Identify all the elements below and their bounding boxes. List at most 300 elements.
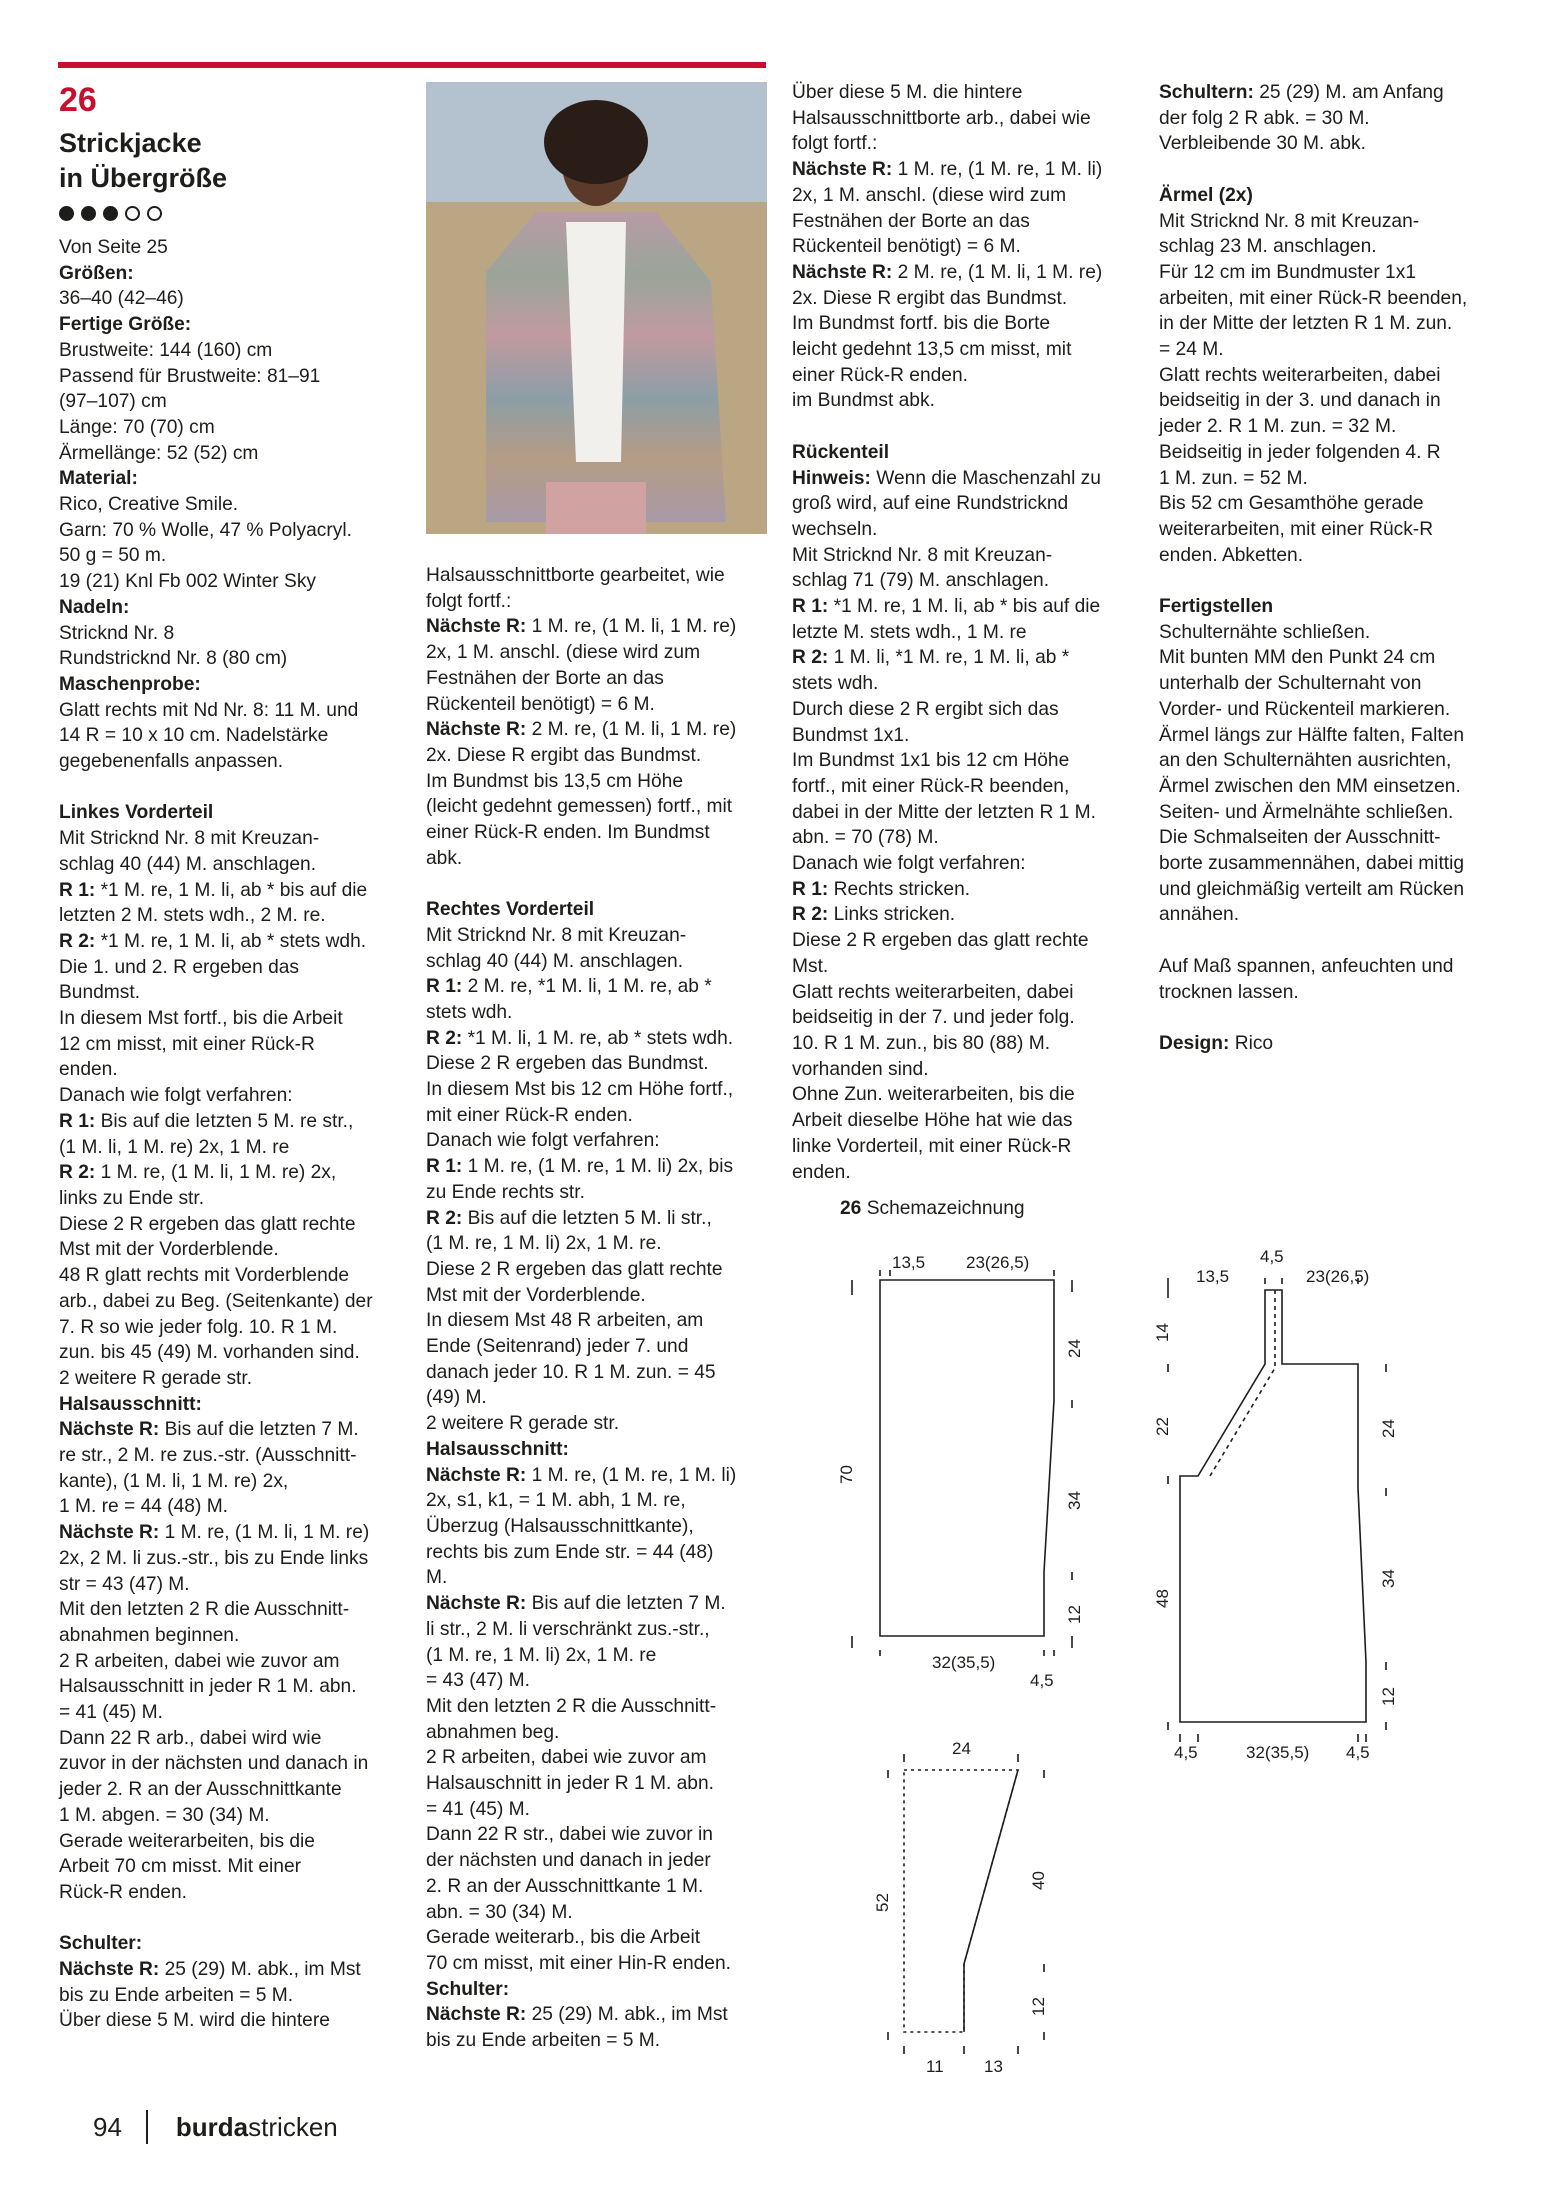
text-line-bold: Fertigstellen	[1159, 596, 1274, 618]
text-line: Ende (Seitenrand) jeder 7. und	[426, 1336, 689, 1358]
page-reference: Von Seite 25	[59, 237, 168, 258]
text-line: 1 M. zun. = 52 M.	[1159, 467, 1308, 489]
text-line	[792, 594, 1138, 620]
text-line-rest: 1 M. re, (1 M. li, 1 M. re)	[526, 616, 737, 638]
text-line: 12 cm misst, mit einer Rück-R	[59, 1033, 315, 1055]
text-line-rest: *1 M. re, 1 M. li, ab * bis auf die	[95, 879, 368, 901]
text-line: Schulternähte schließen.	[1159, 621, 1371, 643]
text-line: 2 weitere R gerade str.	[426, 1413, 620, 1435]
page-footer	[93, 2110, 338, 2144]
front-outline	[1180, 1290, 1366, 1722]
text-line: Ärmellänge: 52 (52) cm	[59, 442, 259, 464]
text-line: mit einer Rück-R enden.	[426, 1104, 633, 1126]
text-line: str = 43 (47) M.	[59, 1573, 190, 1595]
text-line-bold: Schultern:	[1159, 82, 1254, 103]
sleeve-dim-upper: 40	[1029, 1871, 1048, 1890]
text-line: folgt fortf.:	[426, 590, 512, 612]
text-line-bold: Nächste R:	[59, 1522, 160, 1544]
text-line: In diesem Mst 48 R arbeiten, am	[426, 1310, 704, 1332]
text-line: Mst.	[792, 955, 829, 977]
text-line: der folg 2 R abk. = 30 M.	[1159, 107, 1370, 129]
text-line-rest: 25 (29) M. abk., im Mst	[526, 2004, 728, 2026]
text-line: einer Rück-R enden.	[792, 364, 968, 386]
text-line: Gerade weiterarbeiten, bis die	[59, 1830, 315, 1852]
text-line: beidseitig in der 7. und jeder folg.	[792, 1007, 1075, 1029]
sleeve-dim-top: 24	[952, 1739, 971, 1758]
text-line: In diesem Mst fortf., bis die Arbeit	[59, 1008, 343, 1030]
text-line: Mit den letzten 2 R die Ausschnitt-	[426, 1695, 717, 1717]
text-line	[792, 466, 1138, 492]
text-line: linke Vorderteil, mit einer Rück-R	[792, 1135, 1072, 1157]
text-line-rest: 1 M. li, *1 M. re, 1 M. li, ab *	[828, 647, 1070, 669]
schematic-front	[1153, 1238, 1420, 1762]
photo-illustration	[426, 82, 767, 534]
text-line: abn. = 70 (78) M.	[792, 827, 939, 849]
text-line: 1 M. abgen. = 30 (34) M.	[59, 1804, 270, 1826]
text-line: Dann 22 R str., dabei wie zuvor in	[426, 1824, 713, 1846]
text-line: (leicht gedehnt gemessen) fortf., mit	[426, 796, 733, 818]
text-line	[426, 897, 771, 923]
text-line: Stricknd Nr. 8	[59, 622, 175, 644]
text-line: (1 M. re, 1 M. li) 2x, 1 M. re	[426, 1644, 657, 1666]
text-line	[426, 1206, 771, 1232]
text-line	[1159, 1005, 1507, 1031]
text-line: Verbleibende 30 M. abk.	[1159, 133, 1366, 155]
back-dim-top-right: 23(26,5)	[966, 1253, 1030, 1272]
text-line-bold: R 2:	[426, 1027, 463, 1049]
text-line	[59, 1931, 399, 1957]
text-line: 2 R arbeiten, dabei wie zuvor am	[59, 1650, 340, 1672]
text-line: leicht gedehnt 13,5 cm misst, mit	[792, 339, 1072, 361]
text-line	[792, 645, 1138, 671]
text-line	[426, 1154, 771, 1180]
text-line: bis zu Ende arbeiten = 5 M.	[59, 1984, 294, 2006]
back-dim-mid: 34	[1065, 1491, 1084, 1510]
text-line: Durch diese 2 R ergibt sich das	[792, 698, 1059, 720]
text-line: abnahmen beginnen.	[59, 1624, 240, 1646]
schema-title	[840, 1198, 1025, 1220]
header-accent-bar	[58, 62, 766, 68]
text-line-bold: Fertige Größe:	[59, 314, 192, 336]
text-line-rest: *1 M. li, 1 M. re, ab * stets wdh.	[462, 1027, 734, 1049]
text-line	[59, 672, 399, 698]
text-line: letzte M. stets wdh., 1 M. re	[792, 621, 1027, 643]
text-line-bold: Material:	[59, 468, 138, 490]
text-line: Arbeit dieselbe Höhe hat wie das	[792, 1110, 1073, 1132]
sleeve-outline	[964, 1770, 1018, 2032]
text-line	[59, 1160, 399, 1186]
column-4	[1159, 80, 1507, 1057]
text-line-bold: R 1:	[426, 976, 463, 998]
text-line: Über diese 5 M. wird die hintere	[59, 2010, 330, 2032]
text-line: Garn: 70 % Wolle, 47 % Polyacryl.	[59, 519, 352, 541]
text-line: danach jeder 10. R 1 M. zun. = 45	[426, 1361, 716, 1383]
front-dim-right-mid: 34	[1379, 1569, 1398, 1588]
text-line: Die 1. und 2. R ergeben das	[59, 956, 300, 978]
text-line-rest: *1 M. re, 1 M. li, ab * bis auf die	[828, 596, 1101, 618]
text-line: (49) M.	[426, 1387, 487, 1409]
text-line: fortf., mit einer Rück-R beenden,	[792, 775, 1070, 797]
front-dim-body: 48	[1153, 1589, 1172, 1608]
brand-rest: stricken	[248, 2111, 338, 2142]
text-line: 2 weitere R gerade str.	[59, 1367, 253, 1389]
text-line: re str., 2 M. re zus.-str. (Ausschnitt-	[59, 1445, 357, 1467]
text-line: schlag 71 (79) M. anschlagen.	[792, 570, 1050, 592]
text-line	[1159, 183, 1507, 209]
text-line-bold: R 1:	[792, 596, 829, 618]
text-line: Im Bundmst 1x1 bis 12 cm Höhe	[792, 750, 1070, 772]
text-line: Ärmel zwischen den MM einsetzen.	[1159, 775, 1461, 797]
text-line: Halsausschnittborte gearbeitet, wie	[426, 565, 725, 586]
difficulty-dot-icon	[147, 206, 162, 221]
text-line: Seiten- und Ärmelnähte schließen.	[1159, 801, 1454, 823]
text-line: Festnähen der Borte an das	[426, 667, 664, 689]
text-line: Die Schmalseiten der Ausschnitt-	[1159, 827, 1441, 849]
instructions-col4	[1159, 80, 1507, 1057]
text-line: 70 cm misst, mit einer Hin-R enden.	[426, 1952, 731, 1974]
text-line: 2x. Diese R ergibt das Bundmst.	[792, 287, 1068, 309]
text-line-bold: Rechtes Vorderteil	[426, 899, 595, 921]
instructions-col2	[426, 563, 771, 2054]
text-line: Glatt rechts mit Nd Nr. 8: 11 M. und	[59, 699, 359, 721]
text-line: li str., 2 M. li verschränkt zus.-str.,	[426, 1618, 710, 1640]
text-line: Gerade weiterarb., bis die Arbeit	[426, 1927, 701, 1949]
instructions-col1	[59, 261, 399, 2034]
text-line	[792, 440, 1138, 466]
text-line: Arbeit 70 cm misst. Mit einer	[59, 1856, 302, 1878]
text-line-bold: R 1:	[792, 878, 829, 900]
text-line-rest: Bis auf die letzten 5 M. li str.,	[462, 1207, 712, 1229]
text-line-rest: Bis auf die letzten 7 M.	[526, 1593, 726, 1615]
text-line-rest: 1 M. re, (1 M. li, 1 M. re)	[159, 1522, 370, 1544]
text-line: bis zu Ende arbeiten = 5 M.	[426, 2030, 661, 2052]
text-line: Mst mit der Vorderblende.	[59, 1239, 279, 1261]
text-line-rest: 25 (29) M. abk., im Mst	[159, 1959, 361, 1981]
text-line: enden.	[792, 1161, 851, 1183]
text-line: 2x, 2 M. li zus.-str., bis zu Ende links	[59, 1547, 369, 1569]
text-line-bold: Maschenprobe:	[59, 673, 201, 695]
text-line: Glatt rechts weiterarbeiten, dabei	[1159, 364, 1441, 386]
text-line: und gleichmäßig verteilt am Rücken	[1159, 878, 1465, 900]
text-line: = 41 (45) M.	[426, 1798, 530, 1820]
text-line: 10. R 1 M. zun., bis 80 (88) M.	[792, 1033, 1051, 1054]
text-line: Mit Strickn﻿d Nr. 8 mit Kreuzan-	[59, 828, 320, 850]
text-line	[426, 1463, 771, 1489]
text-line: Halsausschnitt in jeder R 1 M. abn.	[59, 1676, 357, 1698]
front-dim-top-right: 23(26,5)	[1306, 1267, 1370, 1286]
text-line: 19 (21) Knl Fb 002 Winter Sky	[59, 571, 317, 593]
text-line	[59, 1520, 399, 1546]
text-line: Bis 52 cm Gesamthöhe gerade	[1159, 493, 1424, 515]
text-line: Diese 2 R ergeben das glatt rechte	[792, 930, 1089, 952]
text-line-bold: Nächste R:	[59, 1419, 160, 1441]
text-line: (1 M. re, 1 M. li) 2x, 1 M. re.	[426, 1233, 662, 1255]
column-3	[792, 80, 1138, 1185]
text-line: Ohne Zun. weiterarbeiten, bis die	[792, 1084, 1075, 1106]
text-line	[1159, 80, 1507, 106]
text-line: (1 M. li, 1 M. re) 2x, 1 M. re	[59, 1136, 290, 1158]
text-line: Diese 2 R ergeben das glatt rechte	[426, 1258, 723, 1280]
text-line	[426, 1437, 771, 1463]
text-line	[59, 1957, 399, 1983]
text-line: Rückenteil benötigt) = 6 M.	[426, 693, 655, 715]
text-line-bold: Hinweis:	[792, 467, 871, 489]
text-line	[792, 414, 1138, 440]
text-line: arbeiten, mit einer Rück-R beenden,	[1159, 287, 1468, 309]
pattern-title-line-1: Strickjacke	[59, 128, 202, 158]
text-line: 2x, 1 M. anschl. (diese wird zum	[426, 642, 701, 664]
text-line: Brustweite: 144 (160) cm	[59, 339, 273, 361]
text-line-bold: Design:	[1159, 1032, 1230, 1054]
text-line-bold: R 1:	[59, 879, 96, 901]
text-line-bold: Größen:	[59, 262, 134, 284]
text-line-bold: Rückenteil	[792, 441, 890, 463]
back-outline	[880, 1280, 1054, 1636]
text-line: Ärmel längs zur Hälfte falten, Falten	[1159, 724, 1465, 746]
text-line: Rundstricknd Nr. 8 (80 cm)	[59, 648, 288, 670]
text-line: vorhanden sind.	[792, 1058, 929, 1080]
text-line	[59, 261, 399, 287]
text-line: Danach wie folgt verfahren:	[426, 1130, 660, 1152]
text-line	[426, 2002, 771, 2028]
front-dim-right-rib: 12	[1379, 1687, 1398, 1706]
text-line-rest: 1 M. re, (1 M. re, 1 M. li) 2x, bis	[462, 1156, 734, 1178]
text-line: schlag 40 (44) M. anschlagen.	[426, 950, 684, 972]
back-dim-side: 4,5	[1030, 1671, 1054, 1690]
text-line-bold: Nächste R:	[426, 1593, 527, 1615]
difficulty-dot-icon	[103, 206, 118, 221]
text-line: Überzug (Halsausschnittkante),	[426, 1516, 694, 1537]
text-line: 50 g = 50 m.	[59, 545, 167, 567]
sleeve-dim-rib: 12	[1029, 1997, 1048, 2016]
text-line	[426, 1591, 771, 1617]
text-line	[1159, 928, 1507, 954]
text-line: stets wdh.	[792, 673, 879, 695]
text-line: beidseitig in der 3. und danach in	[1159, 390, 1441, 412]
text-line-bold: Nächste R:	[426, 616, 527, 638]
text-line	[792, 877, 1138, 903]
text-line: schlag 23 M. anschlagen.	[1159, 236, 1377, 258]
text-line: Passend für Brustweite: 81–91	[59, 365, 321, 387]
text-line-bold: Nächste R:	[59, 1959, 160, 1981]
text-line: Mit bunten MM den Punkt 24 cm	[1159, 647, 1436, 669]
schema-number: 26	[840, 1198, 862, 1219]
text-line: Bundmst 1x1.	[792, 724, 910, 746]
text-line: Auf Maß spannen, anfeuchten und	[1159, 955, 1454, 977]
text-line-bold: Nächste R:	[426, 719, 527, 741]
sleeve-fold-line	[904, 1770, 1018, 2032]
text-line-bold: Halsausschnitt:	[59, 1393, 202, 1415]
text-line: = 43 (47) M.	[426, 1670, 530, 1692]
text-line: 2x, 1 M. anschl. (diese wird zum	[792, 184, 1067, 206]
text-line	[426, 1977, 771, 2003]
text-line: Halsauschnitt in jeder R 1 M. abn.	[426, 1773, 714, 1795]
pattern-number: 26	[59, 81, 97, 119]
text-line: zun. bis 45 (49) M. vorhanden sind.	[59, 1342, 360, 1364]
text-line-rest: Wenn die Maschenzahl zu	[870, 467, 1101, 489]
text-line: annähen.	[1159, 904, 1240, 926]
back-dim-upper: 24	[1065, 1339, 1084, 1358]
text-line: Diese 2 R ergeben das glatt rechte	[59, 1213, 356, 1235]
pattern-title-line-2: in Übergröße	[59, 163, 228, 193]
difficulty-dot-icon	[59, 206, 74, 221]
front-dim-neck1: 14	[1153, 1323, 1172, 1342]
text-line: wechseln.	[792, 518, 878, 540]
text-line: Halsausschnittborte arb., dabei wie	[792, 107, 1091, 129]
text-line: Rück-R enden.	[59, 1881, 187, 1903]
text-line: 7. R so wie jeder folg. 10. R 1 M.	[59, 1316, 338, 1338]
text-line	[426, 1026, 771, 1052]
text-line: in der Mitte der letzten R 1 M. zun.	[1159, 313, 1453, 335]
text-line-bold: R 2:	[792, 904, 829, 926]
text-line: enden. Abketten.	[1159, 544, 1304, 566]
text-line	[1159, 157, 1507, 183]
text-line-rest: 1 M. re, (1 M. re, 1 M. li)	[526, 1464, 737, 1486]
text-line: Mit Stricknd Nr. 8 mit Kreuzan-	[792, 544, 1053, 566]
front-dim-right-upper: 24	[1379, 1419, 1398, 1438]
text-line-bold: Ärmel (2x)	[1159, 184, 1253, 206]
back-dim-rib: 12	[1065, 1605, 1084, 1624]
text-line	[59, 800, 399, 826]
text-line: folgt fortf.:	[792, 133, 878, 155]
text-line: jeder 2. R an der Ausschnittkante	[59, 1779, 342, 1801]
text-line: arb., dabei zu Beg. (Seitenkante) der	[59, 1290, 373, 1312]
text-line-rest: Rechts stricken.	[828, 878, 971, 900]
brand-bold: burda	[175, 2111, 249, 2142]
difficulty-dot-icon	[125, 206, 140, 221]
text-line: letzten 2 M. stets wdh., 2 M. re.	[59, 905, 326, 927]
text-line: groß wird, auf eine Rundstricknd	[792, 493, 1069, 515]
text-line: Bundmst.	[59, 982, 141, 1004]
text-line: 2x. Diese R ergibt das Bundmst.	[426, 744, 702, 766]
text-line: 1 M. re = 44 (48) M.	[59, 1496, 229, 1518]
text-line: abnahmen beg.	[426, 1721, 560, 1743]
text-line	[426, 974, 771, 1000]
text-line: 14 R = 10 x 10 cm. Nadelstärke	[59, 725, 329, 747]
text-line: 48 R glatt rechts mit Vorderblende	[59, 1265, 350, 1287]
text-line-bold: R 2:	[59, 930, 96, 952]
text-line-bold: Nadeln:	[59, 596, 130, 618]
text-line: trocknen lassen.	[1159, 981, 1299, 1003]
text-line	[426, 614, 771, 640]
text-line: im Bundmst abk.	[792, 390, 935, 412]
text-line-bold: R 2:	[792, 647, 829, 669]
text-line: Danach wie folgt verfahren:	[792, 853, 1026, 875]
text-line-bold: R 2:	[426, 1207, 463, 1229]
text-line: abn. = 30 (34) M.	[426, 1901, 573, 1923]
back-dim-bottom: 32(35,5)	[932, 1653, 996, 1672]
text-line: 2x, s1, k1, = 1 M. abh, 1 M. re,	[426, 1490, 686, 1512]
text-line	[59, 929, 399, 955]
column-1	[59, 80, 399, 2034]
text-line: kante), (1 M. li, 1 M. re) 2x,	[59, 1470, 289, 1492]
text-line: gegebenenfalls anpassen.	[59, 751, 284, 773]
text-line: einer Rück-R enden. Im Bundmst	[426, 822, 710, 844]
text-line: = 24 M.	[1159, 339, 1224, 361]
text-line	[426, 871, 771, 897]
text-line-rest: 2 M. re, (1 M. li, 1 M. re)	[892, 261, 1103, 283]
text-line: rechts bis zum Ende str. = 44 (48)	[426, 1541, 714, 1563]
column-2	[426, 563, 771, 2054]
text-line: weiterarbeiten, mit einer Rück-R	[1159, 518, 1434, 540]
text-line: In diesem Mst bis 12 cm Höhe fortf.,	[426, 1079, 734, 1101]
sleeve-dim-bottom-2: 13	[984, 2057, 1003, 2076]
text-line	[59, 1392, 399, 1418]
text-line: links zu Ende str.	[59, 1188, 205, 1209]
text-line: Danach wie folgt verfahren:	[59, 1085, 293, 1107]
instructions-col3	[792, 80, 1138, 1185]
text-line-rest: 2 M. re, (1 M. li, 1 M. re)	[526, 719, 737, 741]
text-line: Festnähen der Borte an das	[792, 210, 1030, 232]
text-line: Im Bundmst bis 13,5 cm Höhe	[426, 770, 684, 792]
schema-label: Schemazeichnung	[866, 1198, 1025, 1219]
text-line	[1159, 594, 1507, 620]
text-line: dabei in der Mitte der letzten R 1 M.	[792, 801, 1096, 823]
text-line-rest: Links stricken.	[828, 904, 956, 926]
sleeve-dim-bottom-1: 11	[926, 2057, 944, 2076]
text-line	[792, 157, 1138, 183]
text-line-bold: Nächste R:	[426, 1464, 527, 1486]
footer-divider	[146, 2110, 148, 2144]
text-line-bold: R 2:	[59, 1162, 96, 1184]
text-line: enden.	[59, 1059, 118, 1081]
text-line: Über diese 5 M. die hintere	[792, 82, 1023, 103]
front-dim-neck: 4,5	[1260, 1247, 1284, 1266]
text-line-rest: *1 M. re, 1 M. li, ab * stets wdh.	[95, 930, 367, 952]
text-line: unterhalb der Schulternaht von	[1159, 673, 1422, 695]
page-number: 94	[93, 2111, 122, 2142]
front-dim-bottom-right: 4,5	[1346, 1743, 1370, 1762]
text-line	[59, 466, 399, 492]
front-dim-bottom-left: 4,5	[1174, 1743, 1198, 1762]
text-line: Mit Stricknd Nr. 8 mit Kreuzan-	[1159, 210, 1420, 232]
text-line-bold: Halsausschnitt:	[426, 1438, 569, 1460]
text-line: 2 R arbeiten, dabei wie zuvor am	[426, 1747, 707, 1769]
text-line: Beidseitig in jeder folgenden 4. R	[1159, 441, 1441, 463]
text-line: jeder 2. R 1 M. zun. = 32 M.	[1159, 416, 1397, 438]
text-line: = 41 (45) M.	[59, 1702, 163, 1724]
text-line	[59, 878, 399, 904]
text-line	[59, 775, 399, 801]
difficulty-dot-icon	[81, 206, 96, 221]
text-line: 2. R an der Ausschnittkante 1 M.	[426, 1875, 704, 1897]
text-line: Glatt rechts weiterarbeiten, dabei	[792, 981, 1074, 1003]
front-dim-top-left: 13,5	[1196, 1267, 1230, 1286]
text-line: Im Bundmst fortf. bis die Borte	[792, 313, 1051, 335]
text-line-rest: 1 M. re, (1 M. li, 1 M. re) 2x,	[95, 1162, 337, 1184]
text-line	[1159, 1031, 1507, 1057]
difficulty-rating	[59, 206, 399, 221]
text-line-bold: Schulter:	[426, 1978, 510, 2000]
text-line: zuvor in der nächsten und danach in	[59, 1753, 369, 1775]
text-line-bold: Nächste R:	[792, 261, 893, 283]
text-line-rest: Bis auf die letzten 7 M.	[159, 1419, 359, 1441]
text-line	[59, 1109, 399, 1135]
text-line: 36–40 (42–46)	[59, 288, 184, 310]
text-line-rest: 1 M. re, (1 M. re, 1 M. li)	[892, 159, 1103, 181]
text-line: Für 12 cm im Bundmuster 1x1	[1159, 261, 1416, 283]
text-line-rest: Bis auf die letzten 5 M. re str.,	[95, 1110, 354, 1132]
text-line	[426, 717, 771, 743]
text-line-bold: Linkes Vorderteil	[59, 802, 214, 824]
text-line-bold: Nächste R:	[426, 2004, 527, 2026]
text-line-bold: Nächste R:	[792, 159, 893, 181]
text-line	[792, 260, 1138, 286]
text-line-bold: R 1:	[426, 1156, 463, 1178]
text-line: Mst mit der Vorderblende.	[426, 1284, 646, 1306]
text-line: Länge: 70 (70) cm	[59, 416, 215, 438]
text-line: Rico, Creative Smile.	[59, 494, 239, 516]
